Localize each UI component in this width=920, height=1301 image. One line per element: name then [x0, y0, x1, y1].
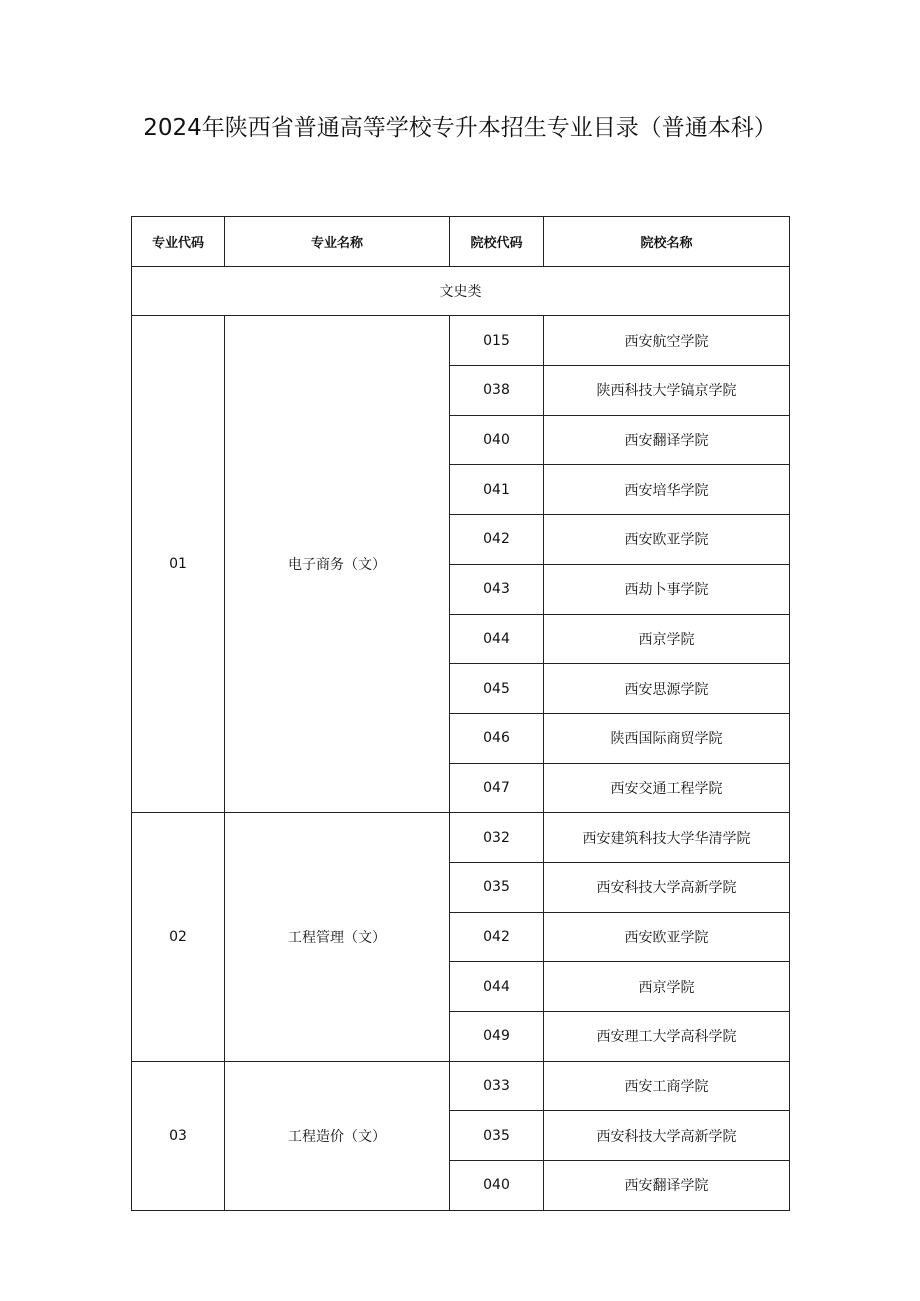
- school-code-cell: 032: [450, 813, 544, 863]
- school-name-cell: 西安思源学院: [544, 664, 790, 714]
- school-name-cell: 西安培华学院: [544, 465, 790, 515]
- school-name-cell: 西安欧亚学院: [544, 515, 790, 565]
- school-name-cell: 西安交通工程学院: [544, 763, 790, 813]
- major-code-cell: 01: [132, 316, 225, 813]
- school-name-cell: 西安科技大学高新学院: [544, 1111, 790, 1161]
- school-name-cell: 西京学院: [544, 962, 790, 1012]
- major-code-cell: 02: [132, 813, 225, 1061]
- school-code-cell: 045: [450, 664, 544, 714]
- major-catalog-table: [131, 216, 790, 1211]
- school-name-cell: 陕西科技大学镐京学院: [544, 366, 790, 416]
- school-name-cell: 西京学院: [544, 614, 790, 664]
- header-school-name: 院校名称: [544, 217, 790, 267]
- major-name-cell: 工程造价（文）: [225, 1061, 450, 1210]
- school-name-cell: 西安航空学院: [544, 316, 790, 366]
- major-name-cell: 电子商务（文）: [225, 316, 450, 813]
- header-major-name: 专业名称: [225, 217, 450, 267]
- school-code-cell: 047: [450, 763, 544, 813]
- school-code-cell: 043: [450, 564, 544, 614]
- major-code-cell: 03: [132, 1061, 225, 1210]
- school-code-cell: 033: [450, 1061, 544, 1111]
- header-major-code: 专业代码: [132, 217, 225, 267]
- school-code-cell: 040: [450, 1161, 544, 1211]
- school-code-cell: 015: [450, 316, 544, 366]
- school-code-cell: 044: [450, 962, 544, 1012]
- header-school-code: 院校代码: [450, 217, 544, 267]
- major-name-cell: 工程管理（文）: [225, 813, 450, 1061]
- table-row: [132, 1061, 790, 1111]
- school-code-cell: 042: [450, 515, 544, 565]
- school-name-cell: 西安工商学院: [544, 1061, 790, 1111]
- table-row: [132, 813, 790, 863]
- school-name-cell: 西安理工大学高科学院: [544, 1012, 790, 1062]
- school-name-cell: 西劫卜事学院: [544, 564, 790, 614]
- school-code-cell: 044: [450, 614, 544, 664]
- page-title: 2024年陕西省普通高等学校专升本招生专业目录（普通本科）: [143, 115, 777, 141]
- school-name-cell: 西安翻译学院: [544, 1161, 790, 1211]
- school-code-cell: 046: [450, 713, 544, 763]
- school-code-cell: 041: [450, 465, 544, 515]
- school-code-cell: 042: [450, 912, 544, 962]
- school-name-cell: 西安欧亚学院: [544, 912, 790, 962]
- school-name-cell: 陕西国际商贸学院: [544, 713, 790, 763]
- school-name-cell: 西安科技大学高新学院: [544, 862, 790, 912]
- table-row: [132, 316, 790, 366]
- category-label: 文史类: [132, 266, 790, 316]
- table-body: [132, 266, 790, 1210]
- school-name-cell: 西安建筑科技大学华清学院: [544, 813, 790, 863]
- school-code-cell: 040: [450, 415, 544, 465]
- school-code-cell: 038: [450, 366, 544, 416]
- school-code-cell: 035: [450, 862, 544, 912]
- category-row: [132, 266, 790, 316]
- school-code-cell: 035: [450, 1111, 544, 1161]
- school-code-cell: 049: [450, 1012, 544, 1062]
- table-header-row: [132, 217, 790, 267]
- school-name-cell: 西安翻译学院: [544, 415, 790, 465]
